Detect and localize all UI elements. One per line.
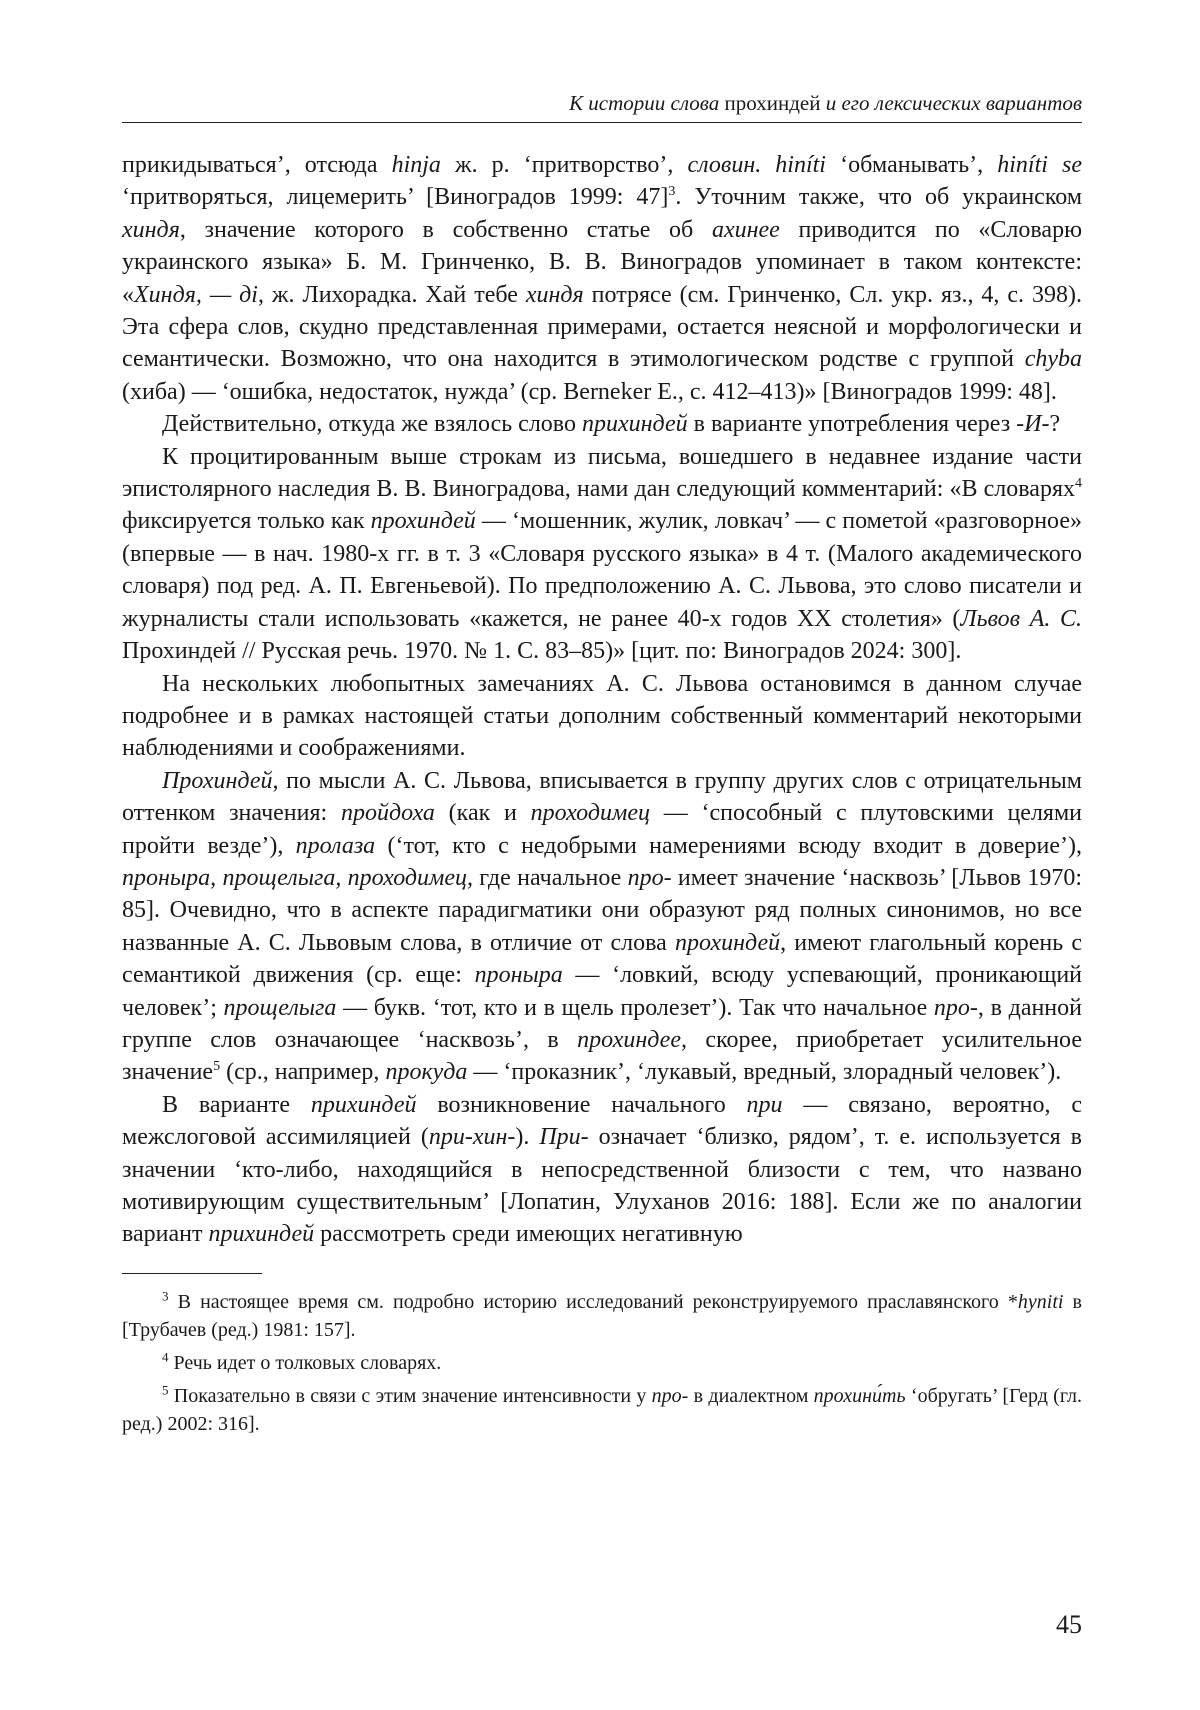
body-text [122,149,1082,1251]
footnote-separator [122,1273,262,1274]
footnote-5: $^5$ Показательно в связи с этим значение интенсивности у про- в диалектном прохини́ть ‘обругать’ [Герд (гл. ред.) 2002: 316]. [122,1382,1083,1435]
footnote-number: 3 [162,1288,169,1304]
paragraph-6: В варианте прихиндей возникновение начального при — связано, вероятно, с межслоговой ассимиляцией (при-хин-). При- означает ‘близко, рядом’, т. е. используется в значении ‘кто-либо, находящийся в непосредственной близости с тем, что названо мотивирующим существительным’ [Лопатин, Улуханов 2016: 188]. Если же по аналогии вариант прихиндей рассмотреть среди имеющих негативную [122,1091,1082,1248]
paragraph-5: Прохиндей, по мысли А. С. Львова, вписывается в группу других слов с отрицательным оттенком значения: пройдоха (как и проходимец — ‘способный с плутовскими целями пройти везде’), пролаза (‘тот, кто с недобрыми намерениями всюду входит в доверие’), проныра, прощелыга, проходимец, где начальное про- имеет значение ‘насквозь’ [Львов 1970: 85]. Очевидно, что в аспекте парадигматики они образуют ряд полных синонимов, но все названные А. С. Львовым слова, в отличие от слова прохиндей, имеют глагольный корень с семантикой движения (ср. еще: проныра — ‘ловкий, всюду успевающий, проникающий человек’; прощелыга — букв. ‘тот, кто и в щель пролезет’). Так что начальное про-, в данной группе слов означающее ‘насквозь’, в прохиндее, скорее, приобретает усилительное значение$^5$ (ср., например, прокуда — ‘проказник’, ‘лукавый, вредный, злорадный человек’). [122,767,1083,1086]
footnote-ref-5[interactable]: 5 [213,1059,221,1075]
paragraph-2: Действительно, откуда же взялось слово прихиндей в варианте употребления через -И-? [162,411,1061,438]
running-head-part: и его лексических вариантов [825,91,1082,115]
footnote-ref-4[interactable]: 4 [1075,476,1082,492]
footnote-ref-3[interactable]: 3 [668,184,676,200]
footnote-number: 5 [162,1382,169,1398]
running-head [122,88,1082,123]
page-number: 45 [1056,1610,1082,1639]
footnote-3: $^3$ В настоящее время см. подробно историю исследований реконструируемого праславянского *hyniti в [Трубачев (ред.) 1981: 157]. [122,1288,1082,1341]
paragraph-4: На нескольких любопытных замечаниях А. С. Львова остановимся в данном случае подробнее и в рамках настоящей статьи дополним собственный комментарий некоторыми наблюдениями и соображениями. [122,670,1082,762]
running-head-part: К истории слова [569,91,720,115]
footnote-4: $^4$ Речь идет о толковых словарях. [162,1349,442,1374]
paragraph-1: прикидываться’, отсюда hinja ж. р. ‘притворство’, словин. hiníti ‘обманывать’, hiníti se ‘притворяться, лицемерить’ [Виноградов 1999: 47]$^3$. Уточним также, что об украинском хиндя, значение которого в собственно статье об ахинее приводится по «Словарю украинского языка» Б. М. Гринченко, В. В. Виноградов упоминает в таком контексте: «Хиндя, — дi, ж. Лихорадка. Хай тебе хиндя потрясе (см. Гринченко, Сл. укр. яз., 4, с. 398). Эта сфера слов, скудно представленная примерами, остается неясной и морфологически и семантически. Возможно, что она находится в этимологическом родстве с группой chyba (хиба) — ‘ошибка, недостаток, нужда’ (ср. Berneker E., с. 412–413)» [Виноградов 1999: 48]. [122,152,1083,405]
footnote-number: 4 [162,1349,169,1365]
running-head-part: прохиндей [719,91,826,115]
footnotes [122,1288,1082,1438]
paragraph-3: К процитированным выше строкам из письма, вошедшего в недавнее издание части эпистолярного наследия В. В. Виноградова, нами дан следующий комментарий: «В словарях$^4$ фиксируется только как прохиндей — ‘мошенник, жулик, ловкач’ — с пометой «разговорное» (впервые — в нач. 1980-х гг. в т. 3 «Словаря русского языка» в 4 т. (Малого академического словаря) под ред. А. П. Евгеньевой). По предположению А. С. Львова, это слово писатели и журналисты стали использовать «кажется, не ранее 40-х годов XX столетия» (Львов А. С. Прохиндей // Русская речь. 1970. № 1. С. 83–85)» [цит. по: Виноградов 2024: 300]. [122,443,1082,665]
page [122,88,1082,1443]
